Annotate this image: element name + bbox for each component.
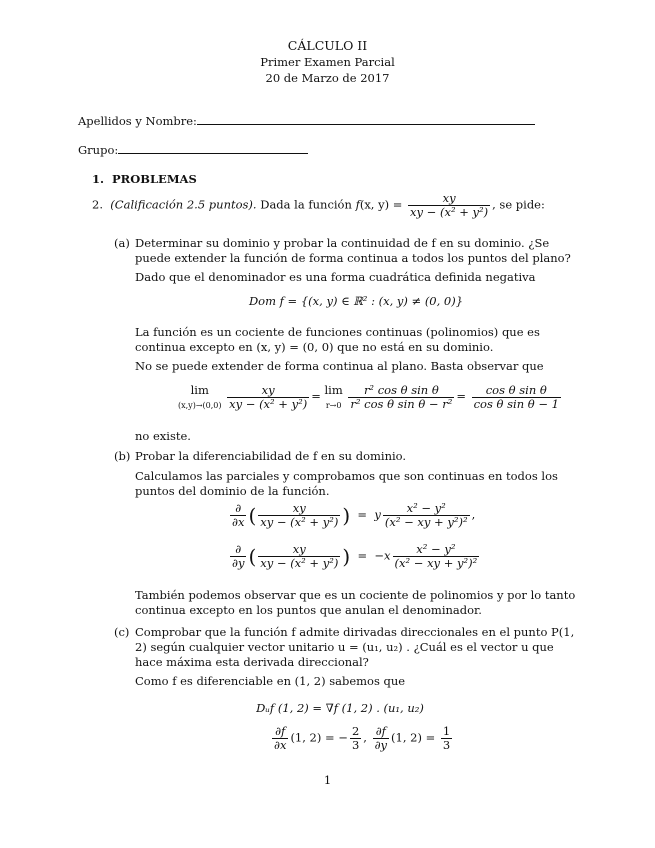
problem-qualification: (Calificación 2.5 puntos). <box>110 197 257 212</box>
section-number: 1. <box>92 172 105 186</box>
name-label: Apellidos y Nombre: <box>78 114 197 128</box>
limit-operator-r: lim r→0 <box>324 383 343 410</box>
part-a-answer3: No se puede extender de forma continua al plano. Basta observar que <box>135 359 544 373</box>
section-heading <box>92 172 197 186</box>
limit-operator: lim (x,y)→(0,0) <box>178 383 222 410</box>
exam-date: 20 de Marzo de 2017 <box>265 71 390 85</box>
name-line <box>197 124 535 125</box>
part-c-label: (c) <box>114 625 130 639</box>
part-a-answer4: no existe. <box>135 429 191 443</box>
group-line <box>118 153 308 154</box>
problem-intro: Dada la función <box>260 197 352 212</box>
domain-formula: Dom f = {(x, y) ∈ ℝ² : (x, y) ≠ (0, 0)} <box>248 294 464 308</box>
partial-x-formula: $\frac{\partial}{\partial x}$ ( $\frac{xy}{\text{xy − (x² + y²)}}$ ) = y $\frac{\text{x² − y²}}{\text{(x² − xy + y²)²}}$ , <box>232 501 476 529</box>
limit-fraction-3: $\frac{\text{cos θ sin θ}}{\text{cos θ sin θ − 1}}$ <box>473 382 559 411</box>
exam-subtitle: Primer Examen Parcial <box>260 55 395 69</box>
problem-number: 2. <box>92 197 103 212</box>
group-field <box>78 143 308 157</box>
section-title: PROBLEMAS <box>112 172 197 186</box>
part-b-label: (b) <box>114 449 131 463</box>
directional-formula: Dᵤf (1, 2) = ∇f (1, 2) . (u₁, u₂) <box>256 701 424 715</box>
limit-formula: lim (x,y)→(0,0) $\frac{xy}{\text{xy − (x² + y²)}}$ = lim r→0 $\frac{\text{r² cos θ sin θ}}{\text{r² cos θ sin θ − r²}}$ = $\frac{\text{cos θ sin θ}}{\text{cos θ sin θ − 1}}$ <box>178 382 559 411</box>
part-b-answer2: También podemos observar que es un cociente de polinomios y por lo tanto continua excepto en los puntos que anulan el denominador. <box>135 588 576 617</box>
exam-title: CÁLCULO II <box>287 38 368 53</box>
part-a-label: (a) <box>114 236 130 250</box>
limit-fraction-1: $\frac{xy}{\text{xy − (x² + y²)}}$ <box>229 382 308 411</box>
problem-statement: 2. (Calificación 2.5 puntos). Dada la función f(x, y) = $\frac{xy}{\text{xy − (x² + y²)}}$ , se pide: <box>92 191 545 219</box>
part-c-question: Comprobar que la función f admite dirivadas direccionales en el punto P(1, 2) según cualquier vector unitario u = (u₁, u₂) . ¿Cuál es el vector u que hace máxima esta derivada direccional? <box>135 625 575 669</box>
part-a-answer2: La función es un cociente de funciones continuas (polinomios) que es continua excepto en (x, y) = (0, 0) que no está en su dominio. <box>135 325 540 354</box>
part-c-answer1: Como f es diferenciable en (1, 2) sabemos que <box>135 674 406 688</box>
partial-y-formula: $\frac{\partial}{\partial y}$ ( $\frac{xy}{\text{xy − (x² + y²)}}$ ) = −x $\frac{\text{x² − y²}}{\text{(x² − xy + y²)²}}$ <box>232 542 478 570</box>
function-fraction: $\frac{xy}{\text{xy − (x² + y²)}}$ <box>410 191 489 219</box>
part-a-answer1: Dado que el denominador es una forma cuadrática definida negativa <box>135 270 536 284</box>
part-b-answer1: Calculamos las parciales y comprobamos que son continuas en todos los puntos del dominio de la función. <box>135 469 558 498</box>
name-field <box>78 114 535 128</box>
part-a-question: Determinar su dominio y probar la continuidad de f en su dominio. ¿Se puede extender la función de forma continua a todos los puntos del plano? <box>135 236 571 265</box>
page-number: 1 <box>323 773 332 787</box>
group-label: Grupo: <box>78 143 119 157</box>
partials-at-point: $\frac{\partial f}{\partial x}$ (1, 2) = − $\frac{2}{3}$ , $\frac{\partial f}{\partial y}$ (1, 2) = $\frac{1}{3}$ <box>274 724 451 752</box>
limit-fraction-2: $\frac{\text{r² cos θ sin θ}}{\text{r² cos θ sin θ − r²}}$ <box>350 382 453 411</box>
part-b-question: Probar la diferenciabilidad de f en su dominio. <box>135 449 407 463</box>
problem-after: , se pide: <box>492 197 545 212</box>
